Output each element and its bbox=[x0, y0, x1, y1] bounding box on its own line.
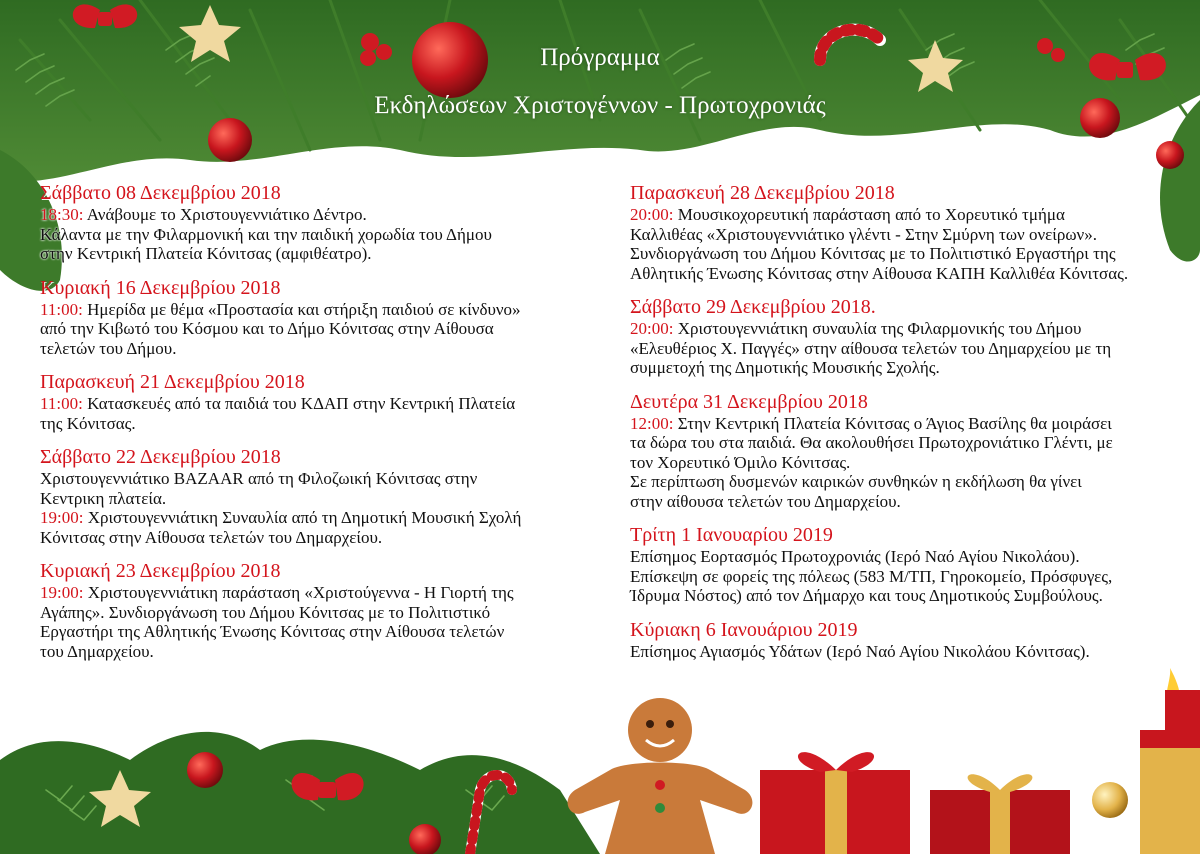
event-description: στην αίθουσα τελετών του Δημαρχείου. bbox=[630, 491, 901, 511]
event-text-line bbox=[630, 339, 1190, 359]
event-time: 20:00: bbox=[630, 205, 674, 224]
gingerbread-man bbox=[568, 698, 753, 854]
event-date: Δευτέρα 31 Δεκεμβρίου 2018 bbox=[630, 390, 868, 413]
event-description: Ημερίδα με θέμα «Προστασία και στήριξη παιδιού σε κίνδυνο» bbox=[82, 299, 521, 319]
event-block bbox=[630, 181, 1190, 283]
gift-box bbox=[930, 774, 1070, 854]
gift-box bbox=[760, 752, 910, 854]
event-description: Μουσικοχορευτική παράσταση από το Χορευτικό τμήμα bbox=[673, 205, 1065, 224]
event-date: Κυριακή 23 Δεκεμβρίου 2018 bbox=[40, 560, 281, 582]
event-time: 11:00: bbox=[40, 394, 83, 413]
event-text-line bbox=[630, 244, 1190, 264]
red-ornament bbox=[187, 752, 223, 788]
event-description: Επίσημος Αγιασμός Υδάτων (Ιερό Ναό Αγίου Νικολάου Κόνιτσας). bbox=[630, 641, 1090, 661]
event-text-line bbox=[40, 225, 600, 245]
left-event-column bbox=[40, 181, 600, 673]
event-block bbox=[40, 559, 600, 661]
event-text-line bbox=[40, 339, 600, 359]
event-text-line bbox=[40, 319, 600, 339]
event-description: Χριστουγεννιάτικη συναυλία της Φιλαρμονικής του Δήμου bbox=[673, 319, 1082, 338]
event-text-line bbox=[40, 603, 600, 623]
page-subtitle: Εκδηλώσεων Χριστογέννων - Πρωτοχρονιάς bbox=[374, 92, 826, 119]
event-description: από την Κιβωτό του Κόσμου και το Δήμο Κόνιτσας στην Αίθουσα bbox=[40, 319, 494, 338]
event-text-line bbox=[630, 319, 1190, 339]
event-description: Επίσημος Εορτασμός Πρωτοχρονιάς (Ιερό Ναό Αγίου Νικολάου). bbox=[630, 547, 1080, 566]
event-text-line bbox=[40, 489, 600, 509]
event-description: Εργαστήρι της Αθλητικής Ένωσης Κόνιτσας στην Αίθουσα τελετών bbox=[40, 622, 505, 641]
event-text-line bbox=[40, 414, 600, 434]
event-block bbox=[630, 523, 1190, 606]
right-event-column bbox=[630, 181, 1190, 673]
event-description: Κεντρικη πλατεία. bbox=[40, 488, 167, 508]
event-text-line bbox=[630, 358, 1190, 378]
event-text-line bbox=[40, 394, 600, 414]
event-text-line bbox=[630, 453, 1190, 473]
event-description: Χριστουγεννιάτικο BAZAAR από τη Φιλοζωική Κόνιτσας στην bbox=[40, 469, 478, 488]
event-description: Συνδιοργάνωση του Δήμου Κόνιτσας με το Πολιτιστικό Εργαστήρι της bbox=[630, 244, 1116, 263]
event-text-line bbox=[40, 528, 600, 548]
event-date: Σάββατο 08 Δεκεμβρίου 2018 bbox=[40, 182, 281, 204]
event-block bbox=[40, 370, 600, 433]
event-text-line bbox=[630, 205, 1190, 225]
event-block bbox=[630, 390, 1190, 512]
event-text-line bbox=[630, 414, 1190, 434]
gold-ornament bbox=[1092, 782, 1128, 818]
event-description: τελετών του Δήμου. bbox=[40, 338, 177, 358]
event-block bbox=[40, 276, 600, 359]
event-text-line bbox=[40, 642, 600, 662]
event-description: Επίσκεψη σε φορείς της πόλεως (583 Μ/ΤΠ, Γηροκομείο, Πρόσφυγες, bbox=[630, 566, 1113, 586]
event-text-line bbox=[40, 300, 600, 320]
red-ornament bbox=[208, 118, 252, 162]
event-time: 19:00: bbox=[40, 508, 84, 527]
red-ornament bbox=[1156, 141, 1184, 169]
event-text-line bbox=[40, 583, 600, 603]
event-description: Αθλητικής Ένωσης Κόνιτσας στην Αίθουσα ΚΑΠΗ Καλλιθέα Κόνιτσας. bbox=[630, 263, 1129, 283]
event-text-line bbox=[40, 469, 600, 489]
event-description: του Δημαρχείου. bbox=[40, 641, 154, 661]
event-text-line bbox=[630, 225, 1190, 245]
event-block bbox=[40, 445, 600, 547]
event-description: Αγάπης». Συνδιοργάνωση του Δήμου Κόνιτσας με το Πολιτιστικό bbox=[40, 602, 491, 622]
candle bbox=[1165, 690, 1200, 730]
event-text-line bbox=[630, 586, 1190, 606]
event-description: Κατασκευές από τα παιδιά του ΚΔΑΠ στην Κεντρική Πλατεία bbox=[82, 394, 516, 413]
event-description: της Κόνιτσας. bbox=[40, 413, 136, 433]
event-text-line bbox=[630, 642, 1190, 662]
event-time: 18:30: bbox=[40, 205, 84, 224]
page-title: Πρόγραμμα bbox=[540, 44, 660, 71]
event-time: 12:00: bbox=[630, 413, 674, 433]
event-description: Σε περίπτωση δυσμενών καιρικών συνθηκών η εκδήλωση θα γίνει bbox=[630, 472, 1082, 491]
event-description: τον Χορευτικό Όμιλο Κόνιτσας. bbox=[630, 452, 851, 472]
event-description: «Ελευθέριος Χ. Παγγές» στην αίθουσα τελετών του Δημαρχείου με τη bbox=[630, 338, 1112, 358]
event-description: Ίδρυμα Νόστος) από τον Δήμαρχο και τους Δημοτικούς Συμβούλους. bbox=[630, 586, 1103, 605]
event-time: 20:00: bbox=[630, 319, 674, 338]
event-description: Στην Κεντρική Πλατεία Κόνιτσας ο Άγιος Βασίλης θα μοιράσει bbox=[673, 413, 1112, 433]
event-time: 19:00: bbox=[40, 583, 84, 602]
event-date: Σάββατο 29 Δεκεμβρίου 2018. bbox=[630, 296, 876, 318]
event-text-line bbox=[40, 508, 600, 528]
event-text-line bbox=[40, 205, 600, 225]
event-description: Χριστουγεννιάτικη παράσταση «Χριστούγεννα - Η Γιορτή της bbox=[83, 583, 514, 602]
event-block bbox=[630, 618, 1190, 662]
event-block bbox=[40, 181, 600, 264]
event-date: Παρασκευή 28 Δεκεμβρίου 2018 bbox=[630, 182, 895, 204]
event-text-line bbox=[630, 547, 1190, 567]
event-date: Τρίτη 1 Ιανουαρίου 2019 bbox=[630, 524, 833, 546]
event-description: συμμετοχή της Δημοτικής Μουσικής Σχολής. bbox=[630, 358, 940, 377]
event-description: Χριστουγεννιάτικη Συναυλία από τη Δημοτική Μουσική Σχολή bbox=[83, 508, 522, 527]
event-description: τα δώρα του στα παιδιά. Θα ακολουθήσει Πρωτοχρονιάτικο Γλέντι, με bbox=[630, 433, 1113, 452]
event-date: Κυριακή 16 Δεκεμβρίου 2018 bbox=[40, 276, 281, 299]
event-description: Κόνιτσας στην Αίθουσα τελετών του Δημαρχείου. bbox=[40, 527, 383, 547]
event-time: 11:00: bbox=[40, 299, 83, 319]
event-text-line bbox=[630, 472, 1190, 492]
event-description: στην Κεντρική Πλατεία Κόνιτσας (αμφιθέατρο). bbox=[40, 244, 372, 263]
event-description: Ανάβουμε το Χριστουγεννιάτικο Δέντρο. bbox=[83, 205, 367, 224]
event-date: Παρασκευή 21 Δεκεμβρίου 2018 bbox=[40, 371, 305, 393]
event-date: Σάββατο 22 Δεκεμβρίου 2018 bbox=[40, 446, 281, 468]
event-text-line bbox=[630, 264, 1190, 284]
event-block bbox=[630, 295, 1190, 378]
event-description: Κάλαντα με την Φιλαρμονική και την παιδική χορωδία του Δήμου bbox=[40, 224, 492, 244]
event-text-line bbox=[40, 622, 600, 642]
event-text-line bbox=[630, 567, 1190, 587]
event-date: Κύριακη 6 Ιανουάριου 2019 bbox=[630, 618, 858, 641]
event-text-line bbox=[40, 244, 600, 264]
event-text-line bbox=[630, 492, 1190, 512]
event-text-line bbox=[630, 433, 1190, 453]
event-description: Καλλιθέας «Χριστουγεννιάτικο γλέντι - Στην Σμύρνη των ονείρων». bbox=[630, 224, 1097, 244]
